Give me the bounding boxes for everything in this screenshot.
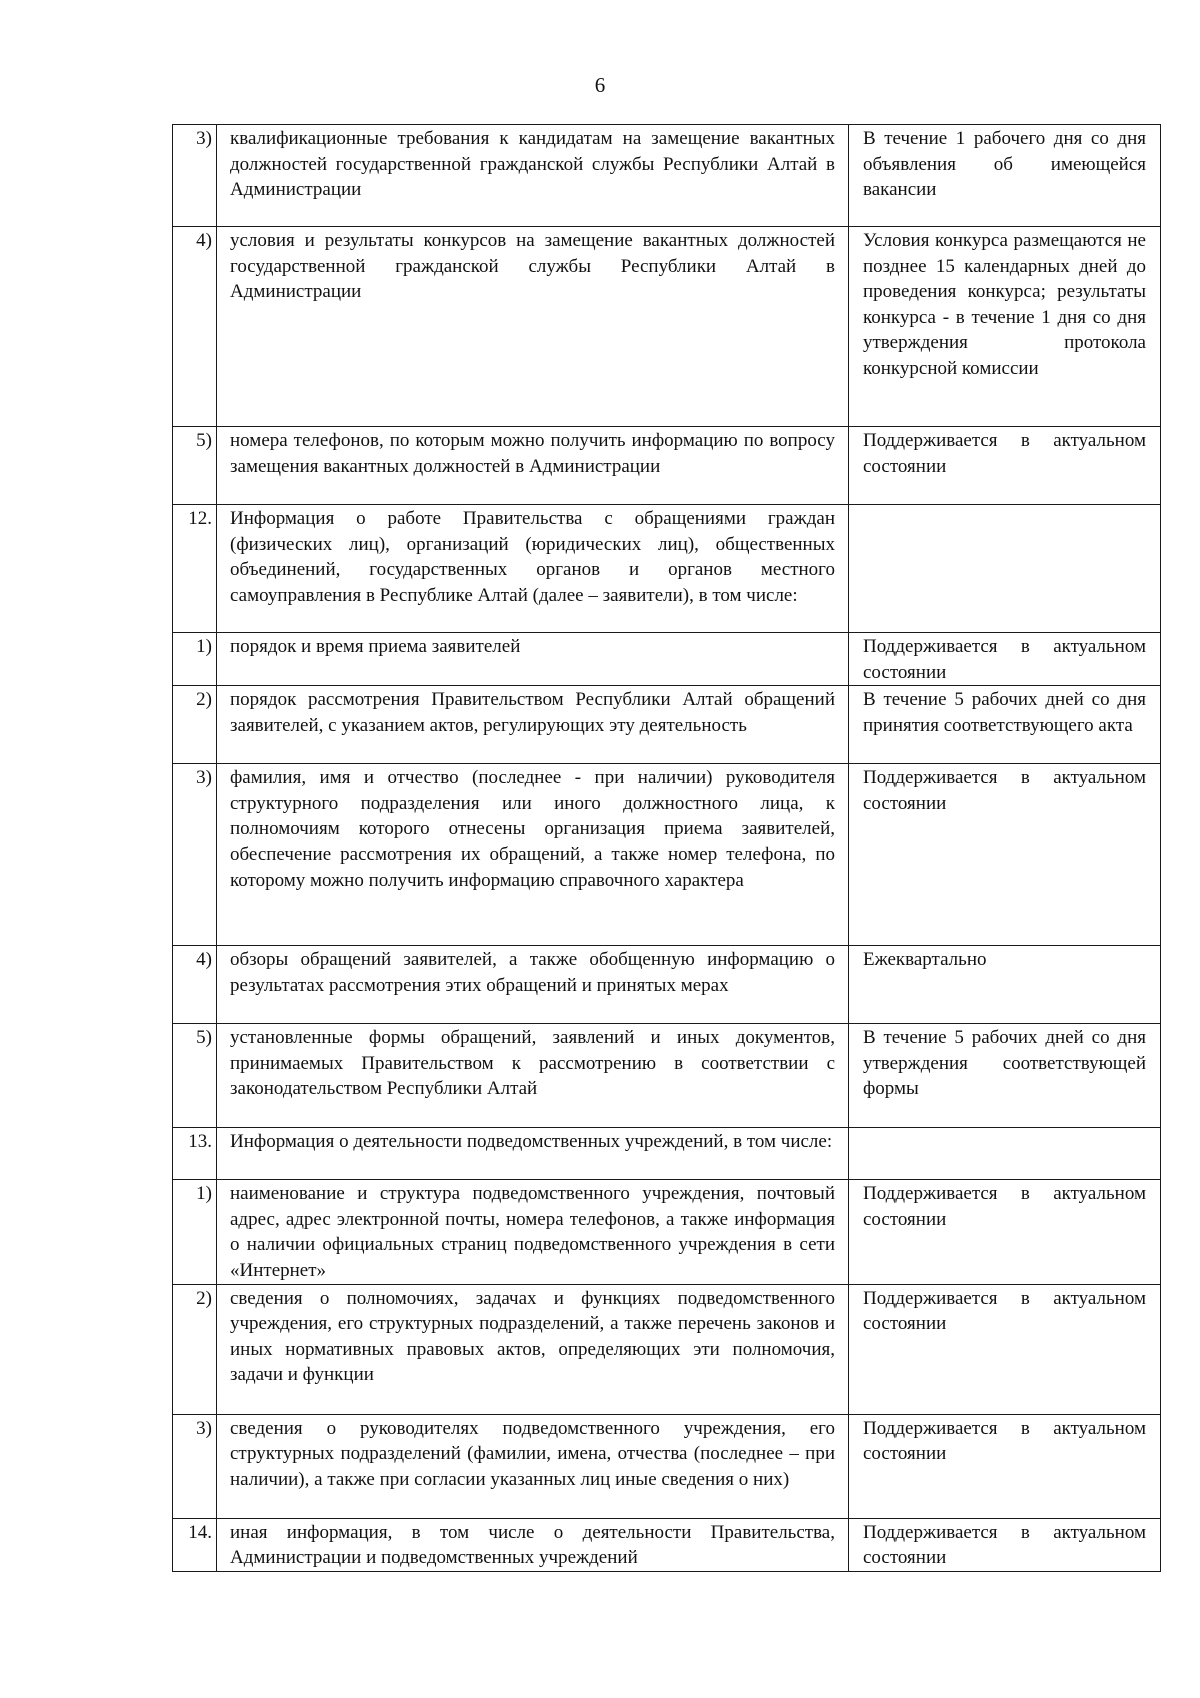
row-number: 13. bbox=[173, 1128, 217, 1180]
row-number: 5) bbox=[173, 427, 217, 505]
table-row bbox=[173, 427, 1161, 505]
row-term: Ежеквартально bbox=[849, 946, 1161, 1024]
row-number: 4) bbox=[173, 946, 217, 1024]
row-term: Условия конкурса размещаются не позднее 15 календарных дней до проведения конкурса; результаты конкурса - в течение 1 дня со дня утверждения протокола конкурсной комиссии bbox=[849, 227, 1161, 427]
row-description: обзоры обращений заявителей, а также обобщенную информацию о результатах рассмотрения этих обращений и принятых мерах bbox=[217, 946, 849, 1024]
row-description: иная информация, в том числе о деятельности Правительства, Администрации и подведомственных учреждений bbox=[217, 1518, 849, 1571]
row-description: Информация о деятельности подведомственных учреждений, в том числе: bbox=[217, 1128, 849, 1180]
table-row bbox=[173, 1414, 1161, 1518]
row-number: 2) bbox=[173, 1284, 217, 1414]
row-number: 5) bbox=[173, 1024, 217, 1128]
row-number: 12. bbox=[173, 505, 217, 633]
row-term: В течение 5 рабочих дней со дня утверждения соответствующей формы bbox=[849, 1024, 1161, 1128]
row-description: фамилия, имя и отчество (последнее - при наличии) руководителя структурного подразделения или иного должностного лица, к полномочиям которого отнесены организация приема заявителей, обеспечение рассмотрения их обращений, а также номер телефона, по которому можно получить информацию справочного характера bbox=[217, 764, 849, 946]
table-row bbox=[173, 1284, 1161, 1414]
row-description: порядок и время приема заявителей bbox=[217, 633, 849, 686]
table-row bbox=[173, 686, 1161, 764]
row-term bbox=[849, 505, 1161, 633]
row-term: Поддерживается в актуальном состоянии bbox=[849, 1180, 1161, 1284]
table-row bbox=[173, 125, 1161, 227]
row-description: сведения о полномочиях, задачах и функциях подведомственного учреждения, его структурных подразделений, а также перечень законов и иных нормативных правовых актов, определяющих эти полномочия, задачи и функции bbox=[217, 1284, 849, 1414]
row-term: Поддерживается в актуальном состоянии bbox=[849, 633, 1161, 686]
row-description: номера телефонов, по которым можно получить информацию по вопросу замещения вакантных должностей в Администрации bbox=[217, 427, 849, 505]
row-term bbox=[849, 1128, 1161, 1180]
row-term: Поддерживается в актуальном состоянии bbox=[849, 1518, 1161, 1571]
table-row bbox=[173, 1128, 1161, 1180]
table-row bbox=[173, 946, 1161, 1024]
page-number: 6 bbox=[594, 73, 606, 97]
row-description: порядок рассмотрения Правительством Республики Алтай обращений заявителей, с указанием актов, регулирующих эту деятельность bbox=[217, 686, 849, 764]
information-table bbox=[172, 124, 1161, 1572]
row-description: Информация о работе Правительства с обращениями граждан (физических лиц), организаций (юридических лиц), общественных объединений, государственных органов и органов местного самоуправления в Республике Алтай (далее – заявители), в том числе: bbox=[217, 505, 849, 633]
table-row bbox=[173, 227, 1161, 427]
row-number: 3) bbox=[173, 1414, 217, 1518]
row-term: Поддерживается в актуальном состоянии bbox=[849, 1414, 1161, 1518]
row-term: В течение 1 рабочего дня со дня объявления об имеющейся вакансии bbox=[849, 125, 1161, 227]
row-description: наименование и структура подведомственного учреждения, почтовый адрес, адрес электронной почты, номера телефонов, а также информация о наличии официальных страниц подведомственного учреждения в сети «Интернет» bbox=[217, 1180, 849, 1284]
table-row bbox=[173, 505, 1161, 633]
row-number: 3) bbox=[173, 764, 217, 946]
table-row bbox=[173, 1180, 1161, 1284]
row-number: 14. bbox=[173, 1518, 217, 1571]
table-row bbox=[173, 633, 1161, 686]
row-number: 1) bbox=[173, 1180, 217, 1284]
row-description: условия и результаты конкурсов на замещение вакантных должностей государственной гражданской службы Республики Алтай в Администрации bbox=[217, 227, 849, 427]
row-term: Поддерживается в актуальном состоянии bbox=[849, 1284, 1161, 1414]
row-term: В течение 5 рабочих дней со дня принятия соответствующего акта bbox=[849, 686, 1161, 764]
row-description: сведения о руководителях подведомственного учреждения, его структурных подразделений (фамилии, имена, отчества (последнее – при наличии), а также при согласии указанных лиц иные сведения о них) bbox=[217, 1414, 849, 1518]
row-description: квалификационные требования к кандидатам на замещение вакантных должностей государственной гражданской службы Республики Алтай в Администрации bbox=[217, 125, 849, 227]
table-row bbox=[173, 1518, 1161, 1571]
row-number: 2) bbox=[173, 686, 217, 764]
row-number: 3) bbox=[173, 125, 217, 227]
row-term: Поддерживается в актуальном состоянии bbox=[849, 764, 1161, 946]
table-row bbox=[173, 764, 1161, 946]
table-row bbox=[173, 1024, 1161, 1128]
row-number: 4) bbox=[173, 227, 217, 427]
row-term: Поддерживается в актуальном состоянии bbox=[849, 427, 1161, 505]
row-number: 1) bbox=[173, 633, 217, 686]
row-description: установленные формы обращений, заявлений и иных документов, принимаемых Правительством к рассмотрению в соответствии с законодательством Республики Алтай bbox=[217, 1024, 849, 1128]
